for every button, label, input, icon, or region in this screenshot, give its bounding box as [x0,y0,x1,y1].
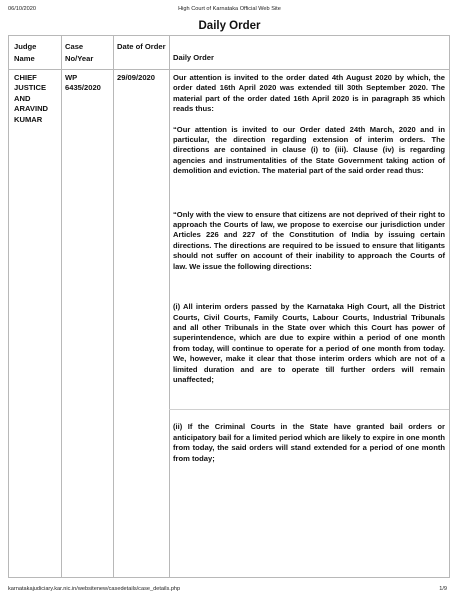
table-row [9,69,449,577]
print-site-title: High Court of Karnataka Official Web Site [178,6,281,12]
order-paragraph: “Only with the view to ensure that citizens are not deprived of their right to approach the Courts of law, we propose to exercise our jurisdiction under Articles 226 and 227 of the Constitution of India by issuing certain directions. The directions are required to be issued to ensure that litigants should not suffer on account of their inability to approach the Courts of law. We issue the following directions: [173,209,445,271]
header-judge-name: Judge Name [14,42,37,63]
order-paragraph: (ii) If the Criminal Courts in the State have granted bail orders or anticipatory bail for a limited period which are likely to expire in one month from today, the said orders will stand extended for a period of one month from today; [173,422,445,463]
print-date: 06/10/2020 [8,6,36,12]
order-paragraph: Our attention is invited to the order dated 4th August 2020 by which, the order dated 16th April 2020 was extended till 30th September 2020. The material part of the order dated 16th April 2020 is in paragraph 35 which reads thus: [173,73,445,114]
judge-name-cell: CHIEF JUSTICE AND ARAVIND KUMAR [14,73,49,124]
case-number-cell: WP 6435/2020 [65,73,101,93]
page-title: Daily Order [198,20,261,32]
order-date-cell: 29/09/2020 [117,73,156,82]
daily-order-table [8,35,450,578]
print-header [0,6,459,16]
order-paragraph: “Our attention is invited to our Order dated 24th March, 2020 and in particular, the direction regarding extension of interim orders. The directions are contained in clause (i) to (iii). Clause (iv) is regarding agencies and instrumentalities of the State Government taking action of demolition and eviction. The material part of the said order read thus: [173,124,445,176]
header-case-no: Case No/Year [65,42,94,63]
order-paragraph: (i) All interim orders passed by the Karnataka High Court, all the District Courts, Civil Courts, Family Courts, Labour Courts, Industrial Tribunals and all other Tribunals in the State over which this Court has power of superintendence, which are due to expire within a period of one month from today, will continue to operate for a period of one month from today. We, however, make it clear that those interim orders which are not of a limited duration and are to operate till further orders will remain unaffected; [173,302,445,384]
daily-order-text [173,73,445,464]
footer-url: karnatakajudiciary.kar.nic.in/websitenew/casedetails/case_details.php [8,586,181,592]
header-date-of-order: Date of Order [117,42,166,51]
header-daily-order: Daily Order [173,53,214,62]
table-header-row [9,36,449,70]
page-number: 1/9 [439,586,447,592]
